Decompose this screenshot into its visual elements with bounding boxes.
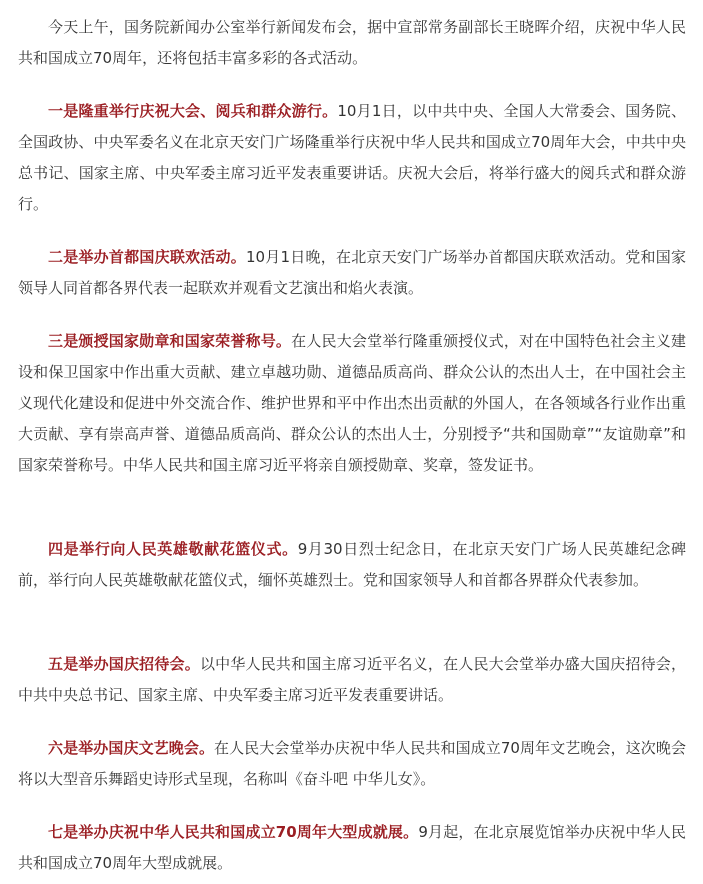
- activity-paragraph-1: [18, 96, 686, 220]
- activity-body-2: 10月1日晚，在北京天安门广场举办首都国庆联欢活动。党和国家领导人同首都各界代表一起联欢并观看文艺演出和焰火表演。: [18, 248, 686, 297]
- activity-paragraph-7: [18, 817, 686, 879]
- activity-heading-4: 四是举行向人民英雄敬献花篮仪式。: [48, 540, 298, 558]
- activity-heading-2: 二是举办首都国庆联欢活动。: [48, 248, 246, 266]
- activity-paragraph-6: [18, 733, 686, 795]
- activity-heading-7: 七是举办庆祝中华人民共和国成立70周年大型成就展。: [48, 823, 419, 841]
- activity-heading-5: 五是举办国庆招待会。: [48, 655, 200, 673]
- activity-body-1: 10月1日，以中共中央、全国人大常委会、国务院、全国政协、中央军委名义在北京天安门广场隆重举行庆祝中华人民共和国成立70周年大会，中共中央总书记、国家主席、中央军委主席习近平发表重要讲话。庆祝大会后，将举行盛大的阅兵式和群众游行。: [18, 102, 686, 213]
- intro-text: 今天上午，国务院新闻办公室举行新闻发布会，据中宣部常务副部长王晓晖介绍，庆祝中华人民共和国成立70周年，还将包括丰富多彩的各式活动。: [18, 18, 686, 67]
- activity-paragraph-4: [18, 534, 686, 596]
- activity-paragraph-5: [18, 649, 686, 711]
- activity-body-7: 9月起，在北京展览馆举办庆祝中华人民共和国成立70周年大型成就展。: [18, 823, 686, 872]
- intro-paragraph: [18, 12, 686, 74]
- activity-body-4: 9月30日烈士纪念日，在北京天安门广场人民英雄纪念碑前，举行向人民英雄敬献花篮仪式，缅怀英雄烈士。党和国家领导人和首都各界群众代表参加。: [18, 540, 686, 589]
- activity-paragraph-3: [18, 326, 686, 481]
- activity-body-3: 在人民大会堂举行隆重颁授仪式，对在中国特色社会主义建设和保卫国家中作出重大贡献、建立卓越功勋、道德品质高尚、群众公认的杰出人士，在中国社会主义现代化建设和促进中外交流合作、维护世界和平中作出杰出贡献的外国人，在各领域各行业作出重大贡献、享有崇高声誉、道德品质高尚、群众公认的杰出人士，分别授予“共和国勋章”“友谊勋章”和国家荣誉称号。中华人民共和国主席习近平将亲自颁授勋章、奖章，签发证书。: [18, 332, 686, 474]
- activity-heading-6: 六是举办国庆文艺晚会。: [48, 739, 215, 757]
- activity-paragraph-2: [18, 242, 686, 304]
- activity-heading-3: 三是颁授国家勋章和国家荣誉称号。: [48, 332, 292, 350]
- activity-heading-1: 一是隆重举行庆祝大会、阅兵和群众游行。: [48, 102, 338, 120]
- activity-body-5: 以中华人民共和国主席习近平名义，在人民大会堂举办盛大国庆招待会，中共中央总书记、国家主席、中央军委主席习近平发表重要讲话。: [18, 655, 686, 704]
- activity-body-6: 在人民大会堂举办庆祝中华人民共和国成立70周年文艺晚会，这次晚会将以大型音乐舞蹈史诗形式呈现，名称叫《奋斗吧 中华儿女》。: [18, 739, 686, 788]
